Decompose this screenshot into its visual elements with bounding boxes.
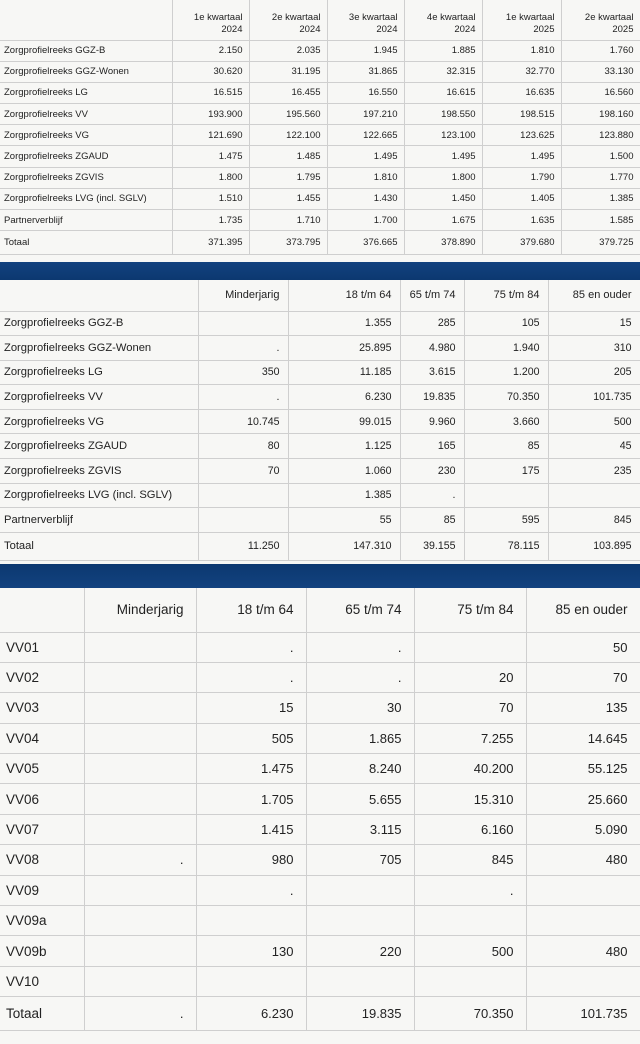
column-header [561, 0, 640, 40]
table-cell [84, 754, 196, 784]
table-cell: 373.795 [249, 231, 327, 255]
total-row [0, 231, 640, 255]
table-cell: 379.725 [561, 231, 640, 255]
row-label: Zorgprofielreeks GGZ-Wonen [0, 61, 172, 82]
vv-header-row [0, 588, 640, 632]
table-cell [84, 632, 196, 662]
table-cell: 350 [198, 360, 288, 385]
table-cell [84, 693, 196, 723]
total-row [0, 997, 640, 1031]
table-cell [196, 966, 306, 996]
table-cell: 15.310 [414, 784, 526, 814]
table-cell: 5.655 [306, 784, 414, 814]
table-cell: . [306, 662, 414, 692]
table-cell: 1.355 [288, 311, 400, 336]
separator-band [0, 564, 640, 588]
column-header-line: 2025 [533, 23, 555, 35]
table-cell: 121.690 [172, 125, 249, 146]
column-header-line: 1e kwartaal [505, 11, 555, 23]
table-row [0, 936, 640, 966]
table-row [0, 210, 640, 231]
table-cell: 1.495 [327, 146, 404, 167]
row-label: VV09b [0, 936, 84, 966]
table-cell: 45 [548, 434, 640, 459]
table-cell: 55.125 [526, 754, 640, 784]
column-header: 85 en ouder [548, 280, 640, 311]
row-label: Totaal [0, 231, 172, 255]
table-row [0, 693, 640, 723]
header-corner-cell [0, 280, 198, 311]
row-label: Partnerverblijf [0, 508, 198, 533]
table-cell: 198.160 [561, 104, 640, 125]
table-cell: 147.310 [288, 532, 400, 560]
table-cell: 197.210 [327, 104, 404, 125]
table-cell: 705 [306, 845, 414, 875]
header-corner-cell [0, 588, 84, 632]
table-cell: 505 [196, 723, 306, 753]
table-cell: 1.495 [482, 146, 561, 167]
table-cell: 1.450 [404, 188, 482, 209]
row-label: VV10 [0, 966, 84, 996]
table-cell [306, 906, 414, 936]
table-cell: 78.115 [464, 532, 548, 560]
table-cell: 205 [548, 360, 640, 385]
table-cell: 1.060 [288, 459, 400, 484]
table-cell: 1.475 [196, 754, 306, 784]
table-cell: 379.680 [482, 231, 561, 255]
column-header-line: 2e kwartaal [271, 11, 321, 23]
row-label: VV06 [0, 784, 84, 814]
quarterly-header-row [0, 0, 640, 40]
table-cell: 1.810 [327, 167, 404, 188]
column-header: 18 t/m 64 [288, 280, 400, 311]
table-cell: 15 [548, 311, 640, 336]
table-row [0, 508, 640, 533]
table-row [0, 336, 640, 361]
table-cell: 25.895 [288, 336, 400, 361]
row-label: Totaal [0, 997, 84, 1031]
table-cell: 32.315 [404, 61, 482, 82]
vv-age-table [0, 588, 640, 1031]
table-cell: 16.635 [482, 82, 561, 103]
table-cell: 1.810 [482, 40, 561, 61]
row-label: Partnerverblijf [0, 210, 172, 231]
table-cell: 1.770 [561, 167, 640, 188]
column-header-line: 2024 [376, 23, 398, 35]
column-header [327, 0, 404, 40]
table-cell: . [196, 662, 306, 692]
table-row [0, 723, 640, 753]
table-cell: . [84, 997, 196, 1031]
table-cell: . [84, 845, 196, 875]
table-cell: 5.090 [526, 814, 640, 844]
column-header: 18 t/m 64 [196, 588, 306, 632]
table-cell: 39.155 [400, 532, 464, 560]
table-cell: 1.675 [404, 210, 482, 231]
row-label: Zorgprofielreeks ZGAUD [0, 146, 172, 167]
age-header-row [0, 280, 640, 311]
table-cell: 378.890 [404, 231, 482, 255]
table-cell: 25.660 [526, 784, 640, 814]
table-cell [84, 875, 196, 905]
table-cell: 123.880 [561, 125, 640, 146]
table-cell: 16.560 [561, 82, 640, 103]
table-row [0, 385, 640, 410]
table-cell [526, 966, 640, 996]
table-cell [84, 723, 196, 753]
table-cell: 1.800 [172, 167, 249, 188]
table-cell [414, 906, 526, 936]
table-cell: 122.100 [249, 125, 327, 146]
table-row [0, 146, 640, 167]
header-corner-cell [0, 0, 172, 40]
table-row [0, 814, 640, 844]
row-label: Zorgprofielreeks ZGVIS [0, 459, 198, 484]
table-cell: . [196, 875, 306, 905]
table-cell: 175 [464, 459, 548, 484]
table-cell: 198.550 [404, 104, 482, 125]
table-cell [306, 875, 414, 905]
table-cell: 101.735 [526, 997, 640, 1031]
age-table-panel [0, 280, 640, 564]
table-cell: 1.635 [482, 210, 561, 231]
table-row [0, 632, 640, 662]
row-label: VV04 [0, 723, 84, 753]
table-cell: 6.230 [196, 997, 306, 1031]
table-cell: 165 [400, 434, 464, 459]
table-cell: 220 [306, 936, 414, 966]
table-cell: 70 [198, 459, 288, 484]
table-cell: . [196, 632, 306, 662]
table-row [0, 61, 640, 82]
column-header [482, 0, 561, 40]
column-header-line: 2024 [454, 23, 476, 35]
table-cell: 6.160 [414, 814, 526, 844]
table-cell: 70 [526, 662, 640, 692]
table-row [0, 875, 640, 905]
age-group-table [0, 280, 640, 561]
table-cell: 1.200 [464, 360, 548, 385]
table-cell: 14.645 [526, 723, 640, 753]
table-cell: . [198, 385, 288, 410]
column-header: 65 t/m 74 [400, 280, 464, 311]
table-cell: 123.625 [482, 125, 561, 146]
row-label: Zorgprofielreeks ZGVIS [0, 167, 172, 188]
table-cell: 85 [400, 508, 464, 533]
table-cell: 101.735 [548, 385, 640, 410]
table-row [0, 784, 640, 814]
table-cell: 480 [526, 936, 640, 966]
table-cell: 135 [526, 693, 640, 723]
table-cell: 85 [464, 434, 548, 459]
row-label: VV09a [0, 906, 84, 936]
table-cell: 70.350 [464, 385, 548, 410]
column-header [249, 0, 327, 40]
table-cell [414, 966, 526, 996]
column-header-line: 3e kwartaal [348, 11, 398, 23]
table-cell: 19.835 [306, 997, 414, 1031]
table-cell: 1.510 [172, 188, 249, 209]
table-cell: . [400, 483, 464, 508]
table-cell [84, 784, 196, 814]
table-cell: 31.865 [327, 61, 404, 82]
table-cell: 70.350 [414, 997, 526, 1031]
column-header [172, 0, 249, 40]
row-label: Zorgprofielreeks LG [0, 360, 198, 385]
table-cell: 16.550 [327, 82, 404, 103]
table-cell: 1.885 [404, 40, 482, 61]
table-row [0, 845, 640, 875]
table-cell: 1.800 [404, 167, 482, 188]
table-cell: 310 [548, 336, 640, 361]
table-cell: 845 [414, 845, 526, 875]
table-cell: 198.515 [482, 104, 561, 125]
table-cell: 371.395 [172, 231, 249, 255]
separator-band [0, 262, 640, 280]
table-cell: 2.035 [249, 40, 327, 61]
table-cell [548, 483, 640, 508]
row-label: Zorgprofielreeks VG [0, 125, 172, 146]
table-cell: 1.710 [249, 210, 327, 231]
table-cell: 235 [548, 459, 640, 484]
table-cell: 1.705 [196, 784, 306, 814]
table-cell [306, 966, 414, 996]
table-cell: 16.455 [249, 82, 327, 103]
column-header: 85 en ouder [526, 588, 640, 632]
table-row [0, 434, 640, 459]
row-label: Totaal [0, 532, 198, 560]
table-cell: 70 [414, 693, 526, 723]
table-cell [526, 875, 640, 905]
row-label: VV08 [0, 845, 84, 875]
table-cell: 7.255 [414, 723, 526, 753]
table-cell [196, 906, 306, 936]
table-cell: . [306, 632, 414, 662]
table-cell [198, 483, 288, 508]
table-cell: 285 [400, 311, 464, 336]
table-cell: 1.125 [288, 434, 400, 459]
column-header: 65 t/m 74 [306, 588, 414, 632]
table-cell: 30 [306, 693, 414, 723]
quarterly-table [0, 0, 640, 255]
column-header: 75 t/m 84 [414, 588, 526, 632]
table-row [0, 311, 640, 336]
table-cell: 595 [464, 508, 548, 533]
table-cell: 8.240 [306, 754, 414, 784]
table-cell: 99.015 [288, 409, 400, 434]
row-label: Zorgprofielreeks GGZ-Wonen [0, 336, 198, 361]
table-cell: 1.385 [561, 188, 640, 209]
table-cell: . [198, 336, 288, 361]
row-label: Zorgprofielreeks VV [0, 385, 198, 410]
table-cell: 50 [526, 632, 640, 662]
table-cell: 1.495 [404, 146, 482, 167]
table-cell: 230 [400, 459, 464, 484]
row-label: VV07 [0, 814, 84, 844]
table-cell: 40.200 [414, 754, 526, 784]
table-cell: 1.405 [482, 188, 561, 209]
table-cell: 11.250 [198, 532, 288, 560]
table-cell: 1.940 [464, 336, 548, 361]
table-cell: 3.615 [400, 360, 464, 385]
row-label: Zorgprofielreeks GGZ-B [0, 311, 198, 336]
table-cell: 4.980 [400, 336, 464, 361]
table-cell: 105 [464, 311, 548, 336]
table-cell: 20 [414, 662, 526, 692]
table-cell: 9.960 [400, 409, 464, 434]
column-header: Minderjarig [84, 588, 196, 632]
table-cell: 1.795 [249, 167, 327, 188]
table-cell: 193.900 [172, 104, 249, 125]
table-cell: 376.665 [327, 231, 404, 255]
column-header-line: 2e kwartaal [584, 11, 634, 23]
table-row [0, 662, 640, 692]
row-label: Zorgprofielreeks LG [0, 82, 172, 103]
table-cell: 11.185 [288, 360, 400, 385]
row-label: VV02 [0, 662, 84, 692]
table-cell: 1.485 [249, 146, 327, 167]
table-cell: 980 [196, 845, 306, 875]
column-header-line: 2025 [612, 23, 634, 35]
table-cell [526, 906, 640, 936]
table-cell [198, 311, 288, 336]
table-row [0, 409, 640, 434]
table-cell [84, 906, 196, 936]
total-row [0, 532, 640, 560]
table-cell [198, 508, 288, 533]
table-cell: 103.895 [548, 532, 640, 560]
table-cell: 1.790 [482, 167, 561, 188]
table-cell: 6.230 [288, 385, 400, 410]
table-cell: 480 [526, 845, 640, 875]
table-cell: 1.865 [306, 723, 414, 753]
table-cell: 15 [196, 693, 306, 723]
table-cell: 500 [414, 936, 526, 966]
table-cell: 31.195 [249, 61, 327, 82]
row-label: Zorgprofielreeks VV [0, 104, 172, 125]
table-cell: 55 [288, 508, 400, 533]
table-cell: 1.415 [196, 814, 306, 844]
table-cell: 10.745 [198, 409, 288, 434]
table-row [0, 125, 640, 146]
row-label: Zorgprofielreeks ZGAUD [0, 434, 198, 459]
table-row [0, 459, 640, 484]
column-header [404, 0, 482, 40]
table-cell: 80 [198, 434, 288, 459]
table-cell: 123.100 [404, 125, 482, 146]
table-row [0, 82, 640, 103]
table-cell [84, 966, 196, 996]
table-row [0, 483, 640, 508]
table-row [0, 40, 640, 61]
row-label: Zorgprofielreeks LVG (incl. SGLV) [0, 483, 198, 508]
table-cell: 1.385 [288, 483, 400, 508]
table-cell: 1.945 [327, 40, 404, 61]
table-cell [464, 483, 548, 508]
table-cell: 1.430 [327, 188, 404, 209]
table-row [0, 167, 640, 188]
table-cell: 195.560 [249, 104, 327, 125]
table-cell: . [414, 875, 526, 905]
table-cell: 3.660 [464, 409, 548, 434]
column-header: Minderjarig [198, 280, 288, 311]
table-cell: 1.735 [172, 210, 249, 231]
table-cell: 1.760 [561, 40, 640, 61]
table-cell [84, 936, 196, 966]
table-cell [84, 814, 196, 844]
table-cell: 32.770 [482, 61, 561, 82]
table-row [0, 104, 640, 125]
table-row [0, 754, 640, 784]
row-label: Zorgprofielreeks GGZ-B [0, 40, 172, 61]
table-cell: 30.620 [172, 61, 249, 82]
column-header-line: 4e kwartaal [426, 11, 476, 23]
table-row [0, 360, 640, 385]
table-cell: 16.615 [404, 82, 482, 103]
column-header-line: 2024 [299, 23, 321, 35]
quarterly-table-panel [0, 0, 640, 262]
table-cell: 1.585 [561, 210, 640, 231]
table-cell: 1.475 [172, 146, 249, 167]
table-row [0, 188, 640, 209]
row-label: VV05 [0, 754, 84, 784]
table-cell: 2.150 [172, 40, 249, 61]
table-row [0, 966, 640, 996]
table-row [0, 906, 640, 936]
column-header-line: 1e kwartaal [193, 11, 243, 23]
vv-table-panel [0, 588, 640, 1044]
table-cell: 130 [196, 936, 306, 966]
table-cell: 33.130 [561, 61, 640, 82]
table-cell [414, 632, 526, 662]
table-cell: 500 [548, 409, 640, 434]
table-cell: 122.665 [327, 125, 404, 146]
row-label: VV03 [0, 693, 84, 723]
table-cell: 1.455 [249, 188, 327, 209]
table-cell: 1.700 [327, 210, 404, 231]
column-header: 75 t/m 84 [464, 280, 548, 311]
table-cell: 845 [548, 508, 640, 533]
table-cell [84, 662, 196, 692]
row-label: Zorgprofielreeks LVG (incl. SGLV) [0, 188, 172, 209]
table-cell: 3.115 [306, 814, 414, 844]
row-label: VV09 [0, 875, 84, 905]
row-label: VV01 [0, 632, 84, 662]
column-header-line: 2024 [221, 23, 243, 35]
table-cell: 19.835 [400, 385, 464, 410]
row-label: Zorgprofielreeks VG [0, 409, 198, 434]
table-cell: 1.500 [561, 146, 640, 167]
table-cell: 16.515 [172, 82, 249, 103]
